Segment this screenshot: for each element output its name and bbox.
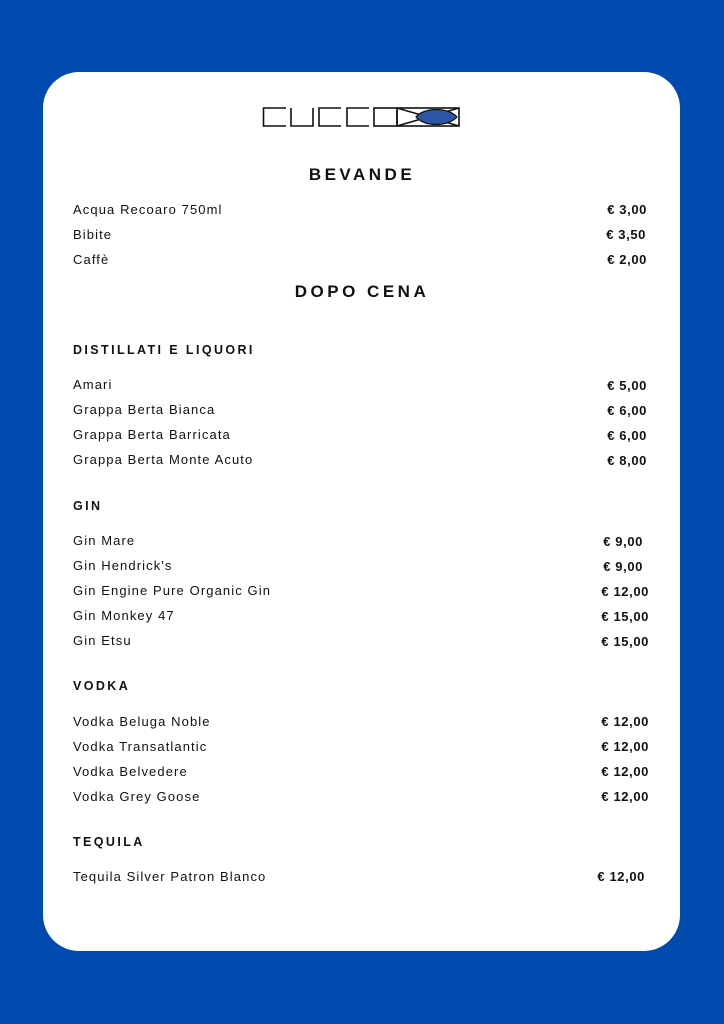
- menu-item-price: € 3,00: [607, 202, 647, 217]
- menu-item-price: € 5,00: [607, 378, 647, 393]
- menu-item-name: Acqua Recoaro 750ml: [73, 202, 223, 217]
- menu-item-price: € 12,00: [601, 584, 649, 599]
- menu-item-price: € 15,00: [601, 609, 649, 624]
- menu-item-name: Grappa Berta Barricata: [73, 427, 231, 442]
- menu-item-name: Gin Mare: [73, 533, 136, 548]
- menu-item-price: € 6,00: [607, 428, 647, 443]
- subsection-title-gin: GIN: [73, 499, 103, 513]
- menu-item-name: Vodka Belvedere: [73, 764, 188, 779]
- menu-item-price: € 15,00: [601, 634, 649, 649]
- menu-item-name: Vodka Transatlantic: [73, 739, 208, 754]
- menu-item-name: Vodka Grey Goose: [73, 789, 201, 804]
- menu-item-name: Grappa Berta Bianca: [73, 402, 216, 417]
- menu-item-name: Tequila Silver Patron Blanco: [73, 869, 267, 884]
- menu-item-price: € 12,00: [601, 739, 649, 754]
- menu-item-name: Bibite: [73, 227, 113, 242]
- subsection-title-distillati: DISTILLATI E LIQUORI: [73, 343, 255, 357]
- menu-item-price: € 6,00: [607, 403, 647, 418]
- menu-item-name: Amari: [73, 377, 113, 392]
- menu-item-price: € 12,00: [601, 764, 649, 779]
- section-title-dopo-cena: DOPO CENA: [294, 282, 430, 301]
- menu-item-name: Grappa Berta Monte Acuto: [73, 452, 254, 467]
- menu-item-price: € 2,00: [607, 252, 647, 267]
- menu-item-name: Gin Hendrick's: [73, 558, 173, 573]
- menu-item-price: € 3,50: [606, 227, 646, 242]
- menu-item-name: Gin Etsu: [73, 633, 132, 648]
- subsection-title-vodka: VODKA: [73, 679, 131, 693]
- menu-item-price: € 9,00: [603, 534, 643, 549]
- section-title-bevande: BEVANDE: [308, 165, 416, 184]
- menu-item-price: € 12,00: [597, 869, 645, 884]
- menu-item-price: € 12,00: [601, 714, 649, 729]
- menu-item-name: Gin Engine Pure Organic Gin: [73, 583, 272, 598]
- menu-item-name: Vodka Beluga Noble: [73, 714, 211, 729]
- subsection-title-tequila: TEQUILA: [73, 835, 145, 849]
- cucco-logo: [262, 106, 462, 128]
- menu-item-price: € 12,00: [601, 789, 649, 804]
- menu-item-price: € 9,00: [603, 559, 643, 574]
- menu-item-name: Gin Monkey 47: [73, 608, 175, 623]
- menu-item-name: Caffè: [73, 252, 110, 267]
- menu-item-price: € 8,00: [607, 453, 647, 468]
